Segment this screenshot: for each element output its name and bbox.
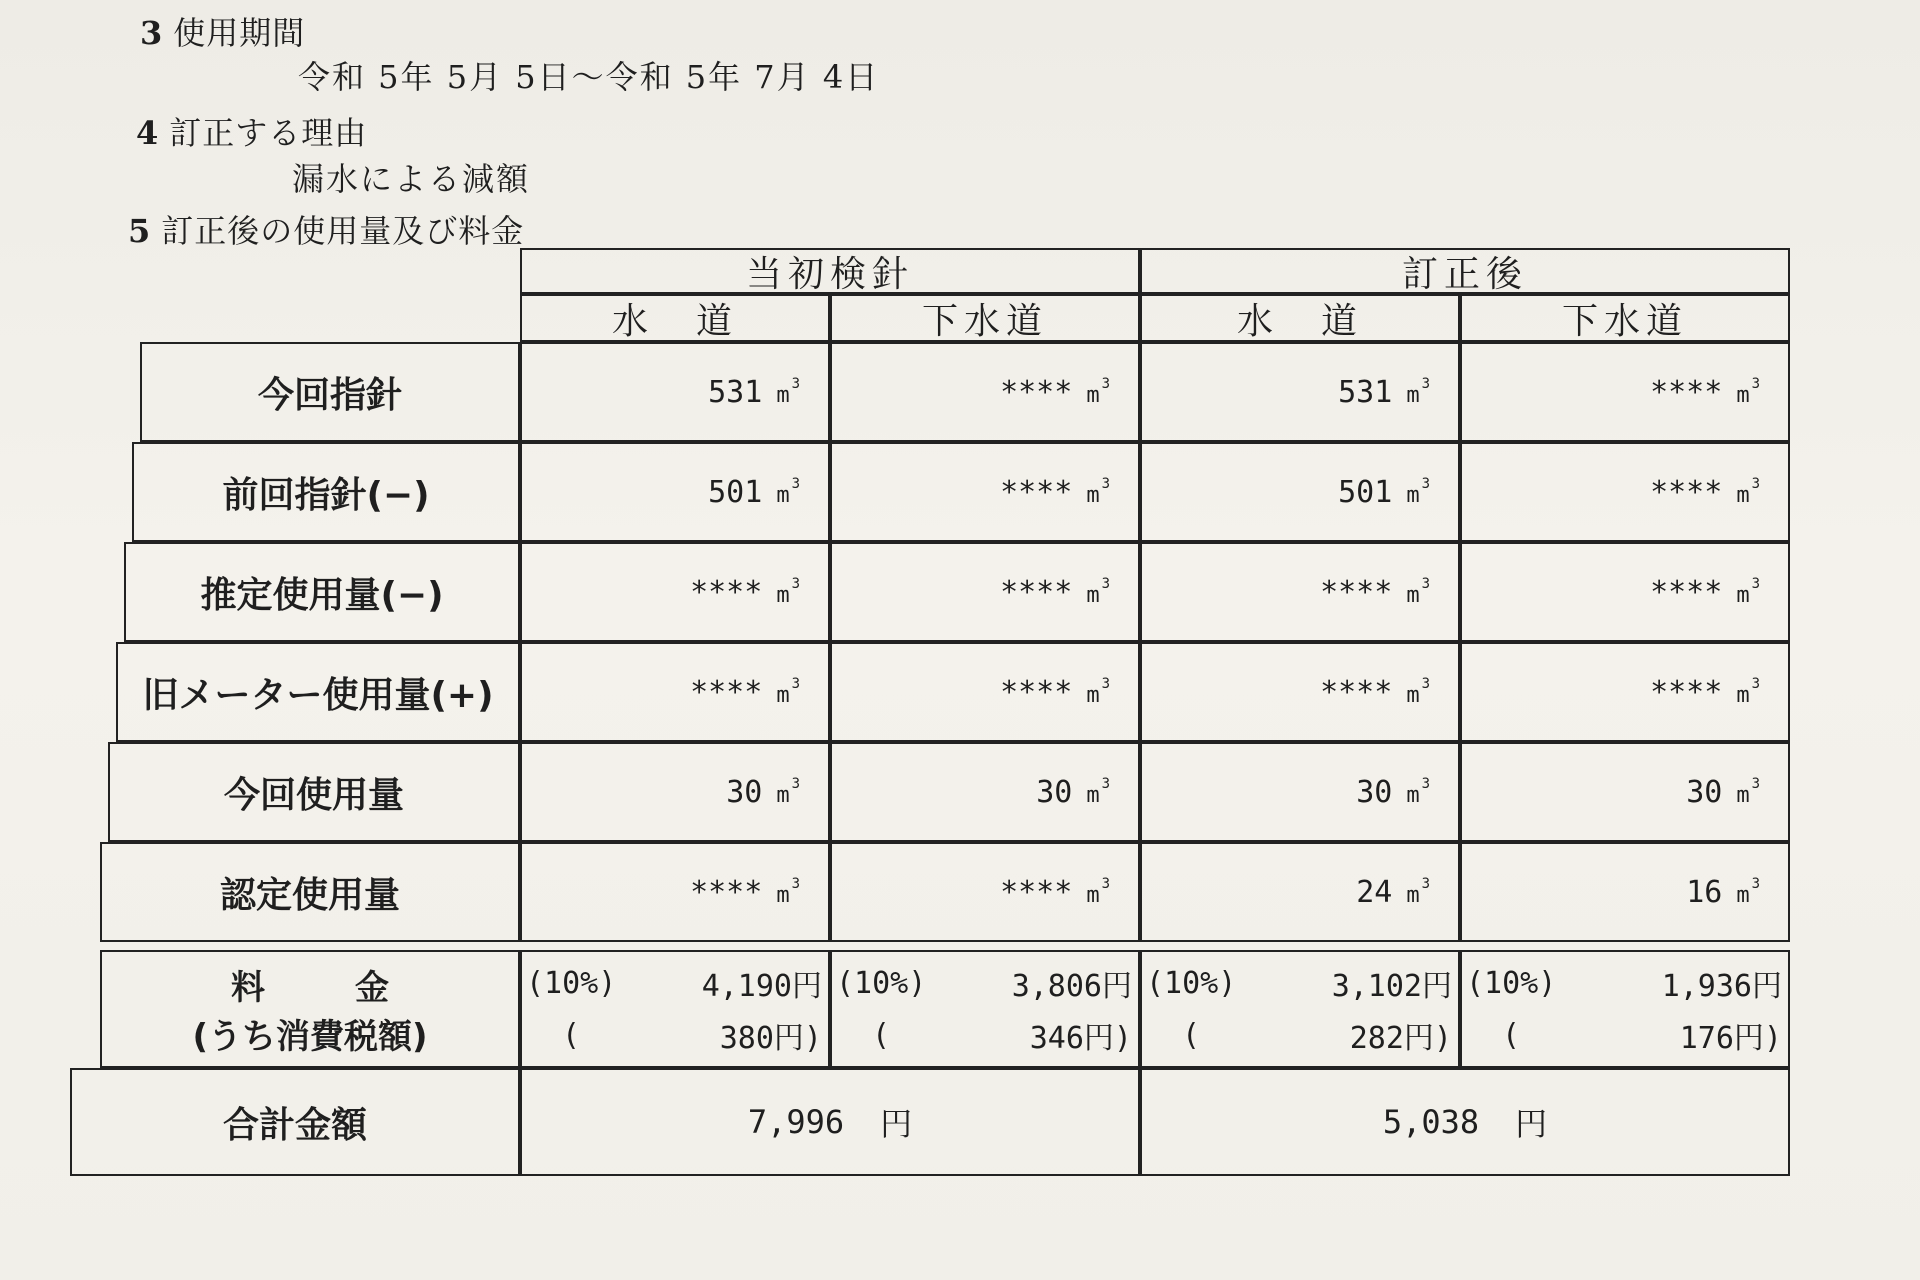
unit-m3: m $^3$ [1736, 376, 1760, 408]
unit-superscript: 3 [1421, 876, 1430, 892]
fee-cell [830, 950, 1140, 1068]
value-cell [830, 542, 1140, 642]
tax-rate: (10%) [526, 965, 617, 1001]
value-text: **** [690, 674, 763, 710]
tax-amount-line [1466, 1009, 1782, 1061]
sub-header-2 [1140, 294, 1460, 342]
value-text: 501 [1338, 474, 1393, 510]
unit-m3: m $^3$ [1736, 576, 1760, 608]
tax-rate: (10%) [1146, 965, 1237, 1001]
group-header-label: 訂正後 [1401, 253, 1528, 295]
unit-superscript: 3 [1101, 476, 1110, 492]
row-label-5 [100, 842, 520, 942]
tax-open-paren: ( [562, 1017, 581, 1053]
tax-open-paren: ( [872, 1017, 891, 1053]
unit-m3: m $^3$ [776, 576, 800, 608]
fee-cell [1140, 950, 1460, 1068]
value-text: 30 [1036, 774, 1073, 810]
row-label-3 [116, 642, 520, 742]
section-title: 訂正後の使用量及び料金 [161, 212, 525, 250]
unit-m3: m $^3$ [1086, 776, 1110, 808]
value-cell [1140, 442, 1460, 542]
value-text: **** [1320, 574, 1393, 610]
section-number: 4 [136, 114, 160, 152]
fee-amount: 3,806円 [1011, 969, 1132, 1004]
unit-m3: m $^3$ [1086, 476, 1110, 508]
unit-m3: m $^3$ [1406, 376, 1430, 408]
value-text: **** [1650, 374, 1723, 410]
value-text: 16 [1686, 874, 1723, 910]
correction-reason-text: 漏水による減額 [292, 160, 531, 198]
tax-amount-line [836, 1009, 1132, 1061]
value-text: **** [1320, 674, 1393, 710]
unit-superscript: 3 [1751, 376, 1760, 392]
sub-header-label: 下水道 [1561, 300, 1688, 342]
unit-superscript: 3 [1421, 576, 1430, 592]
unit-m3: m $^3$ [1406, 776, 1430, 808]
sub-header-label: 下水道 [921, 300, 1048, 342]
fee-label-line2: (うち消費税額) [192, 1017, 428, 1057]
fee-amount: 1,936円 [1661, 969, 1782, 1004]
value-text: **** [690, 574, 763, 610]
unit-m3: m $^3$ [1086, 376, 1110, 408]
row-label-text: 認定使用量 [219, 874, 400, 916]
tax-rate: (10%) [836, 965, 927, 1001]
tax-amount: 176円) [1679, 1021, 1782, 1056]
value-cell [1140, 542, 1460, 642]
group-header-corrected [1140, 248, 1790, 294]
fee-amount-line [1466, 957, 1782, 1009]
unit-superscript: 3 [1751, 776, 1760, 792]
section-title: 使用期間 [173, 14, 306, 52]
fee-amount-line [1146, 957, 1452, 1009]
section-title: 訂正する理由 [169, 114, 368, 152]
unit-superscript: 3 [1101, 776, 1110, 792]
tax-open-paren: ( [1182, 1017, 1201, 1053]
total-label [70, 1068, 520, 1176]
value-cell [1140, 742, 1460, 842]
value-cell [1460, 642, 1790, 742]
sub-header-1 [830, 294, 1140, 342]
unit-superscript: 3 [1421, 776, 1430, 792]
total-unit: 円 [880, 1105, 913, 1143]
value-cell [830, 642, 1140, 742]
total-amount: 7,996 [747, 1103, 845, 1141]
value-cell [1460, 542, 1790, 642]
row-label-text: 前回指針(−) [222, 474, 430, 516]
unit-superscript: 3 [1101, 576, 1110, 592]
tax-amount-line [526, 1009, 822, 1061]
value-cell [520, 442, 830, 542]
value-text: 531 [1338, 374, 1393, 410]
sub-header-0 [520, 294, 830, 342]
unit-superscript: 3 [1751, 476, 1760, 492]
unit-superscript: 3 [791, 376, 800, 392]
unit-superscript: 3 [791, 776, 800, 792]
unit-m3: m $^3$ [1086, 576, 1110, 608]
unit-m3: m $^3$ [1406, 876, 1430, 908]
unit-m3: m $^3$ [776, 476, 800, 508]
tax-rate: (10%) [1466, 965, 1557, 1001]
unit-superscript: 3 [1751, 876, 1760, 892]
sub-header-label: 水 道 [1236, 300, 1363, 342]
value-text: **** [1650, 474, 1723, 510]
value-text: **** [1650, 574, 1723, 610]
row-label-2 [124, 542, 520, 642]
fee-amount: 4,190円 [701, 969, 822, 1004]
unit-m3: m $^3$ [1086, 676, 1110, 708]
unit-m3: m $^3$ [776, 376, 800, 408]
fee-cell [520, 950, 830, 1068]
row-label-1 [132, 442, 520, 542]
unit-superscript: 3 [1751, 576, 1760, 592]
value-cell [830, 442, 1140, 542]
value-cell [520, 342, 830, 442]
value-cell [830, 342, 1140, 442]
group-header-initial [520, 248, 1140, 294]
unit-m3: m $^3$ [1406, 476, 1430, 508]
unit-superscript: 3 [1421, 476, 1430, 492]
total-cell-0 [520, 1068, 1140, 1176]
unit-m3: m $^3$ [1086, 876, 1110, 908]
row-label-4 [108, 742, 520, 842]
unit-superscript: 3 [1421, 676, 1430, 692]
usage-period-text: 令和 5年 5月 5日～令和 5年 7月 4日 [298, 58, 880, 96]
value-cell [1460, 842, 1790, 942]
unit-m3: m $^3$ [776, 876, 800, 908]
fee-label-line1: 料金 [231, 968, 479, 1008]
value-cell [1460, 742, 1790, 842]
section-number: 3 [140, 14, 164, 52]
unit-superscript: 3 [1101, 676, 1110, 692]
unit-m3: m $^3$ [776, 776, 800, 808]
total-cell-1 [1140, 1068, 1790, 1176]
unit-superscript: 3 [791, 576, 800, 592]
fee-amount: 3,102円 [1331, 969, 1452, 1004]
value-cell [520, 542, 830, 642]
row-label-text: 旧メーター使用量(+) [142, 674, 494, 716]
value-cell [1460, 342, 1790, 442]
unit-superscript: 3 [791, 876, 800, 892]
unit-m3: m $^3$ [1406, 576, 1430, 608]
value-text: 30 [726, 774, 763, 810]
fee-amount-line [526, 957, 822, 1009]
value-text: 531 [708, 374, 763, 410]
section-number: 5 [128, 212, 152, 250]
tax-amount: 346円) [1029, 1021, 1132, 1056]
row-label-text: 今回使用量 [223, 774, 404, 816]
value-cell [1140, 842, 1460, 942]
value-text: **** [1000, 474, 1073, 510]
unit-superscript: 3 [791, 676, 800, 692]
value-cell [520, 742, 830, 842]
value-text: **** [1000, 874, 1073, 910]
unit-m3: m $^3$ [1736, 776, 1760, 808]
tax-amount: 282円) [1349, 1021, 1452, 1056]
value-cell [830, 742, 1140, 842]
fee-cell [1460, 950, 1790, 1068]
unit-superscript: 3 [1101, 876, 1110, 892]
unit-m3: m $^3$ [1736, 476, 1760, 508]
total-label-text: 合計金額 [222, 1104, 367, 1146]
tax-amount-line [1146, 1009, 1452, 1061]
fee-label [100, 950, 520, 1068]
row-label-text: 推定使用量(−) [200, 574, 444, 616]
total-unit: 円 [1515, 1105, 1548, 1143]
row-label-text: 今回指針 [257, 374, 402, 416]
value-cell [830, 842, 1140, 942]
tax-open-paren: ( [1502, 1017, 1521, 1053]
sub-header-label: 水 道 [611, 300, 738, 342]
value-text: **** [1650, 674, 1723, 710]
unit-m3: m $^3$ [1736, 876, 1760, 908]
unit-m3: m $^3$ [1736, 676, 1760, 708]
value-text: 30 [1356, 774, 1393, 810]
unit-m3: m $^3$ [776, 676, 800, 708]
total-amount: 5,038 [1382, 1103, 1480, 1141]
unit-m3: m $^3$ [1406, 676, 1430, 708]
value-text: **** [1000, 574, 1073, 610]
value-text: 501 [708, 474, 763, 510]
unit-superscript: 3 [1421, 376, 1430, 392]
value-cell [1460, 442, 1790, 542]
unit-superscript: 3 [1101, 376, 1110, 392]
unit-superscript: 3 [1751, 676, 1760, 692]
value-cell [520, 842, 830, 942]
value-cell [1140, 342, 1460, 442]
value-text: **** [1000, 374, 1073, 410]
value-text: **** [1000, 674, 1073, 710]
unit-superscript: 3 [791, 476, 800, 492]
row-label-0 [140, 342, 520, 442]
group-header-label: 当初検針 [745, 253, 914, 295]
sub-header-3 [1460, 294, 1790, 342]
fee-amount-line [836, 957, 1132, 1009]
value-text: 24 [1356, 874, 1393, 910]
tax-amount: 380円) [719, 1021, 822, 1056]
value-text: **** [690, 874, 763, 910]
value-text: 30 [1686, 774, 1723, 810]
value-cell [520, 642, 830, 742]
value-cell [1140, 642, 1460, 742]
